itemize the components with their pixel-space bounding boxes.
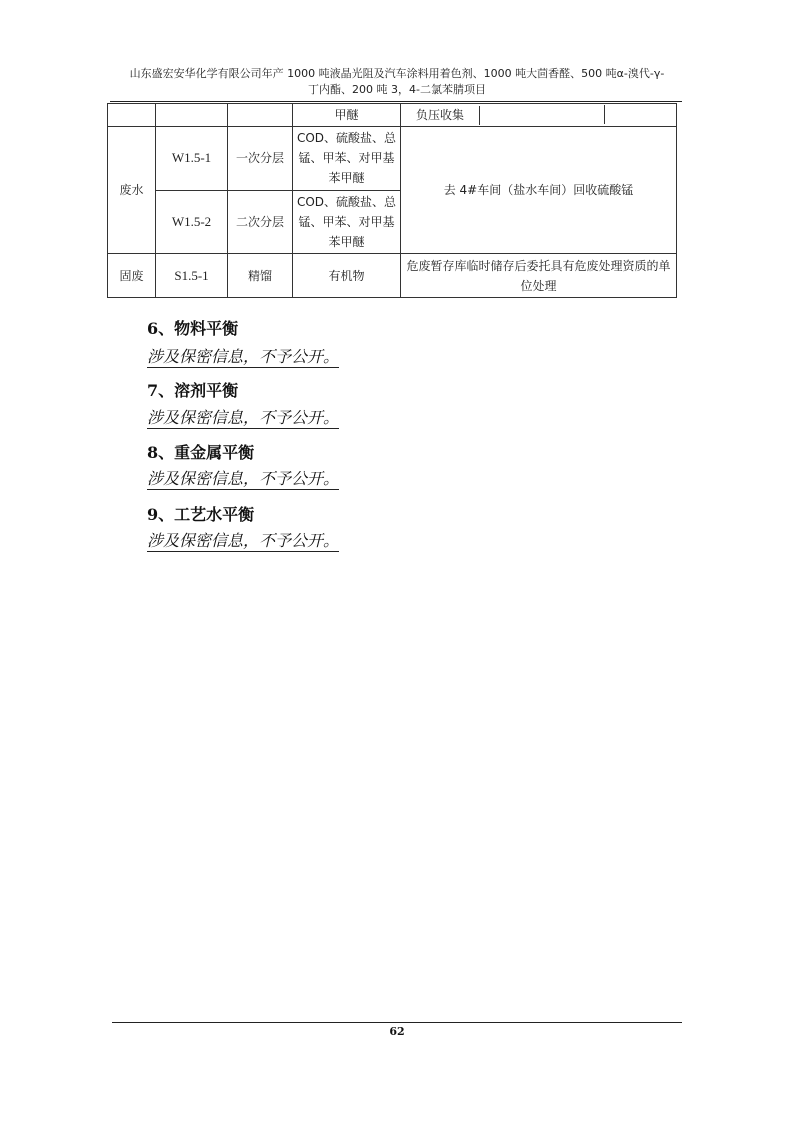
section-heading-process-water-balance: 9、工艺水平衡	[147, 505, 255, 524]
section-heading-solvent-balance: 7、溶剂平衡	[147, 381, 239, 400]
table-row	[108, 104, 677, 127]
table-cell-pollutants: 有机物	[293, 254, 401, 298]
table-cell-step: 二次分层	[228, 190, 293, 254]
confidential-note: 涉及保密信息，不予公开。	[147, 408, 340, 427]
table-row	[108, 127, 677, 191]
table-cell-pollutants: COD、硫酸盐、总锰、甲苯、对甲基苯甲醚	[293, 127, 401, 191]
table-row	[108, 254, 677, 298]
table-cell-method: 负压收集	[401, 106, 480, 125]
table-cell-pollutants: COD、硫酸盐、总锰、甲苯、对甲基苯甲醚	[293, 190, 401, 254]
page-number: 62	[389, 1025, 405, 1038]
table-cell-step: 精馏	[228, 254, 293, 298]
table-cell-treatment-wastewater: 去 4#车间（盐水车间）回收硫酸锰	[401, 127, 677, 254]
confidential-note: 涉及保密信息，不予公开。	[147, 469, 340, 488]
table-cell-code: W1.5-2	[156, 190, 228, 254]
confidential-note: 涉及保密信息，不予公开。	[147, 531, 340, 550]
header-rule	[110, 101, 682, 102]
table-cell-step: 一次分层	[228, 127, 293, 191]
document-header	[110, 66, 684, 98]
table-cell-code: W1.5-1	[156, 127, 228, 191]
section-heading-heavy-metal-balance: 8、重金属平衡	[147, 443, 255, 462]
section-heading-material-balance: 6、物料平衡	[147, 319, 239, 338]
table-cell-method-group	[401, 104, 677, 127]
confidential-note: 涉及保密信息，不予公开。	[147, 347, 340, 366]
table-cell-code: S1.5-1	[156, 254, 228, 298]
table-cell-category-wastewater: 废水	[108, 127, 156, 254]
table-cell-treatment-solid: 危废暂存库临时储存后委托具有危废处理资质的单位处理	[401, 254, 677, 298]
header-title-line2: 丁内酯、200 吨 3，4-二氯苯腈项目	[308, 83, 486, 96]
footer-rule	[112, 1022, 682, 1023]
pollutant-table	[107, 103, 677, 298]
header-title-line1: 山东盛宏安华化学有限公司年产 1000 吨液晶光阻及汽车涂料用着色剂、1000 吨大茴香醛、500 吨α-溴代-γ-	[129, 67, 665, 80]
table-cell-empty	[480, 105, 605, 124]
table-cell-material: 甲醚	[293, 104, 401, 127]
table-cell-category-solid: 固废	[108, 254, 156, 298]
